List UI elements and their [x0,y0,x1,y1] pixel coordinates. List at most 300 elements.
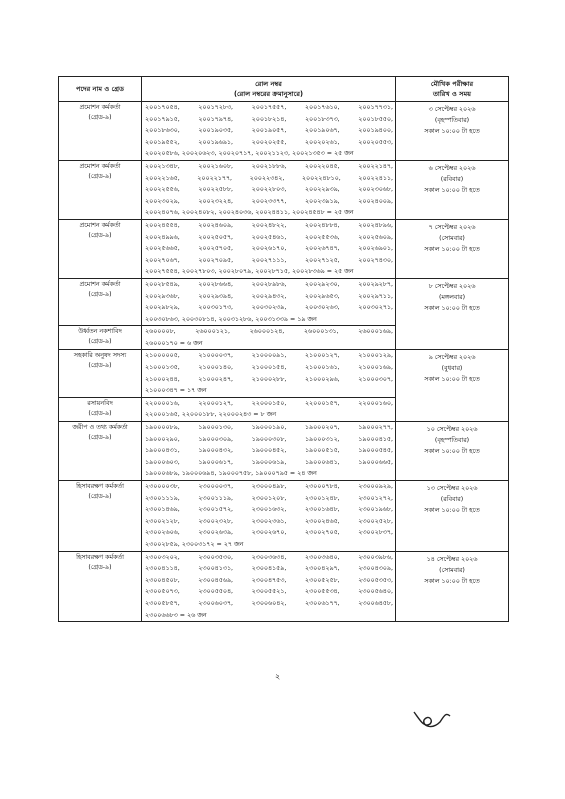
roll-line [145,161,393,173]
roll-number: ২৬০০০১৬৯, [358,328,393,336]
post-name: জরীপ ও তথ্য কর্মকর্তা [72,424,128,432]
roll-number: ২৩০০০০৩৭, [198,483,234,490]
table-row [59,350,509,397]
roll-cell [142,551,396,622]
exam-day: (সোমবার) [439,234,465,242]
exam-date: ৭ সেপ্টেম্বর ২০২৬ [428,223,476,231]
roll-number: ২০০২৪৮২২, [251,221,287,229]
roll-number: ২০০২২১৭৭, [197,174,233,182]
roll-number: ১৯০০০৬১৭, [198,458,234,466]
roll-number: ২০০১৭০৫৪, [145,104,180,111]
roll-number: ২৩০০৪১১৪, [145,565,180,573]
roll-line [145,279,393,291]
roll-number: ২০০২২১৬৫, [145,174,180,182]
roll-number: ২৩০০৬১৭৭, [304,599,340,607]
roll-number: ২০০২৬৯০১, [358,245,393,253]
roll-number: ১৯০০০৪৩২, [198,447,234,455]
roll-cell [142,481,396,552]
roll-number: ২০০২৭১১১, [251,256,287,264]
roll-number: ২০০১৯৫৫২, [145,138,180,146]
schedule-cell [396,551,509,622]
roll-line [145,422,393,434]
roll-number: ২১০০০৩০৭, [358,375,393,383]
roll-number: ২০০২২৮০৩, [251,186,287,194]
schedule-cell [396,160,509,219]
post-name: রসায়নবিদ [87,399,113,407]
roll-number: ২২০০০১৫৭, [304,399,340,407]
roll-number: ২৩০০৫৫০৪, [198,588,234,596]
roll-number: ২০০২২১৪৭, [358,162,393,170]
post-grade: (গ্রেড-৯) [88,434,112,442]
roll-number: ২৩০০১৬৪৮, [304,506,340,514]
roll-number: ২০০২৪৮৮৪, [304,221,340,229]
roll-number: ২০০২৭৪৩০, [358,256,393,264]
roll-number: ২০০২০৫৫৩, [358,138,393,146]
roll-line [145,125,393,137]
exam-day: (বৃহস্পতিবার) [434,437,470,445]
exam-date: ১৩ সেপ্টেম্বর ২০২৬ [426,485,478,492]
roll-number: ২৩০০৫০৭৩, [145,588,180,596]
roll-number: ২০০২৪৮৯৬, [358,221,393,229]
roll-number: ১৯০০০৩১২, [304,435,340,443]
roll-number: ২০০২৩৯১৯, [304,197,340,205]
exam-day: (রবিবার) [440,496,464,503]
roll-total-line: ২১০০০৩৪৭ = ১৭ জন [145,387,207,395]
post-cell [59,326,142,350]
roll-line [145,196,393,208]
roll-number: ২০০২৪০০৯, [358,197,393,205]
table-row [59,278,509,325]
roll-number: ২০০২৬৭৪৭, [304,245,340,253]
post-cell [59,160,142,219]
roll-line [145,243,393,255]
roll-number: ২৩০০১২৪৮, [304,494,340,502]
roll-number: ২০০২২৫৮৮, [198,186,234,194]
roll-cell [142,350,396,397]
roll-number: ২২০০০১৬০, [358,399,393,407]
roll-number: ১৯০০০৩০৮, [251,435,287,443]
roll-number: ২০০২১৬০৮, [198,162,234,170]
roll-number: ২৩০০৫৫২১, [251,588,287,596]
roll-number: ২১০০০১৩৫, [145,364,180,372]
signature-mark [410,706,456,734]
roll-number: ২০০১৭৯৭৪, [198,115,234,123]
roll-number: ২৩০০৫৫৩৪, [304,588,340,596]
roll-number: ২৩০০৩৬৪০, [304,553,340,561]
roll-total-line: ২০০২০৫৮৬, ২০০২০৬২৩, ২০০২০৭১৭, ২০০২১১২৩, ২০০২১৩৫৩ = ২৫ জন [145,150,354,158]
roll-number: ২০০১৮৩৭৩, [304,115,340,123]
roll-number: ২৩০০৫৬৪০, [358,588,393,596]
roll-line [145,504,393,516]
roll-number: ২০০২২০৪৫, [304,162,340,170]
roll-number: ২১০০০২৪৭, [198,375,234,383]
roll-line [145,374,393,386]
post-grade: (গ্রেড-৯) [88,409,112,417]
roll-number: ২০০১৮৫৫০, [358,115,393,123]
roll-number: ২০০১৮৬৩০, [145,127,180,135]
post-cell [59,350,142,397]
post-cell [59,278,142,325]
roll-number: ২০০৩০২৬৩, [304,304,340,312]
roll-number: ১৯০০০৪৩১, [145,447,180,455]
roll-total-line: ২২০০০১৬৫, ২২০০০১৮৮, ২২০০০২৪৩ = ৮ জন [145,411,276,419]
roll-number: ২০০২৯২৮৭, [358,280,393,288]
roll-number: ২৩০০২১২৮, [145,517,180,525]
roll-number: ২৩০০০৪৯৮, [251,483,287,490]
roll-number: ২০০২৯৪৩২, [251,292,287,300]
roll-number: ২০০২৭০৯৫, [198,256,234,264]
exam-time: সকাল ১০:০০ টা হতে [424,304,480,312]
roll-line [145,326,393,338]
roll-number: ২৩০০৩৫৩০, [198,553,234,561]
roll-number: ১৯০০০৪৫২, [251,447,287,455]
roll-line [145,445,393,457]
roll-number: ১৯০০০৬৬৫, [358,458,393,466]
roll-line [145,220,393,232]
roll-number: ২২০০০০১৬, [145,399,180,407]
roll-number: ২০০২৭০৬৭, [145,256,180,264]
roll-line [145,493,393,505]
roll-number: ১৯০০০২৭৭, [358,424,393,432]
roll-number: ২৬০০০১৩১, [303,328,339,336]
post-grade: (গ্রেড-৯) [88,231,112,239]
roll-number: ২০০২১৮৮৬, [251,162,287,170]
roll-number: ২০০২৩০৬৮, [358,186,393,194]
roll-line [145,434,393,446]
roll-number: ২৩০০১১১৯, [198,494,234,502]
roll-number: ১৯০০০৫৪৫, [358,447,393,455]
roll-number: ২০০৩০২৩৯, [251,304,287,312]
exam-time: সকাল ১০:০০ টা হতে [424,245,480,253]
roll-number: ২১০০০২৯৬, [304,375,340,383]
table-row [59,551,509,622]
roll-total-line: ২৬০০০১৭০ = ৬ জন [145,339,203,347]
roll-number: ২৩০০২৭০৫, [304,529,340,537]
roll-number: ২৩০০৩৯৮৬, [358,553,393,561]
roll-number: ১৯০০০২০৭, [304,424,340,432]
roll-number: ২০০২০২৫৫, [251,138,287,146]
roll-number: ১৯০০০১৯০, [251,424,287,432]
post-grade: (গ্রেড-৯) [88,563,112,571]
roll-number: ২০০২৭১২৫, [304,256,340,264]
post-grade: (গ্রেড-৯) [88,493,112,500]
roll-cell [142,278,396,325]
roll-number: ২৩০০৩২০২, [145,553,180,561]
roll-number: ২৩০০৫৩৫৩, [358,576,393,584]
exam-date: ৩ সেপ্টেম্বর ২০২৬ [428,106,476,113]
exam-date: ৯ সেপ্টেম্বর ২০২৬ [428,354,476,362]
roll-line [145,232,393,244]
roll-number: ২০০২৮৯৮৬, [251,280,287,288]
exam-time: সকাল ১০:০০ টা হতে [424,186,480,194]
post-name: হিসাবরক্ষণ কর্মকর্তা [76,553,124,561]
roll-number: ২৩০০১৫৭২, [198,506,234,514]
page-number: ২ [275,672,281,681]
schedule-cell [396,219,509,278]
roll-number: ২১০০০০৯১, [251,352,287,360]
roll-number: ২৬০০০১২১, [195,328,230,336]
roll-number: ২৩০০১২৭২, [358,494,393,502]
roll-number: ২০০২৯৬৫৩, [304,292,340,300]
roll-number: ২৩০০৪৭৫৩, [251,576,287,584]
roll-number: ২০০২২৪৮১০, [301,174,341,182]
post-grade: (গ্রেড-৯) [88,114,112,121]
post-name: সহকারি অনুষদ সদস্য [73,352,127,360]
roll-number: ২০০২৯৩৯৪, [198,292,234,300]
post-name: হিসাবরক্ষণ কর্মকর্তা [76,483,124,490]
roll-number: ২০০২৯৮২৯, [145,304,180,312]
roll-number: ২২০০০১২৭, [198,399,234,407]
post-cell [59,102,142,161]
roll-number: ২০০২২৪১১, [358,174,393,182]
roll-number: ২৩০০৬০৪২, [251,599,287,607]
roll-number: ২০০২৬১৭০, [251,245,287,253]
roll-number: ২৩০০১৯৬৮, [358,506,393,514]
roll-number: ২০০২৮৬৬৪, [198,280,234,288]
roll-line [145,552,393,564]
roll-cell [142,422,396,481]
table-header-row [59,77,509,102]
roll-line [145,114,393,126]
roll-number: ২১০০০১৫৪, [251,364,287,372]
exam-time: সকাল ১০:০০ টা হতে [424,128,480,135]
roll-line [145,291,393,303]
post-cell [59,481,142,552]
roll-total-line: ২০০৩০৮৬৩, ২০০৩০৮১৪, ২০০৩১২৮৬, ২০০৩১৩৩৯ = ১৯ জন [145,315,317,323]
post-name: প্রমোশন কর্মকর্তা [79,104,121,111]
roll-number: ২০০১৯৪০০, [358,127,393,135]
roll-number: ২০০২৫৬৬৫, [145,245,180,253]
roll-number: ২০০১৮২১৪, [251,115,287,123]
roll-line [145,598,393,610]
post-grade: (গ্রেড-৯) [88,362,112,370]
roll-number: ২০০২৫০৫৭, [198,233,234,241]
roll-number: ২৩০০২৬৩৯, [198,529,234,537]
roll-number: ১৯০০০৩০৯, [198,435,234,443]
roll-number: ২০০১৯৬৯১, [198,138,234,146]
roll-number: ২৩০০৪১৫৯, [251,565,287,573]
roll-number: ২০০২৪৫৫৪, [145,221,180,229]
post-cell [59,422,142,481]
roll-number: ২৩০০৩৬৩৪, [251,553,287,561]
roll-number: ২৩০০০৭৮৪, [304,483,340,490]
exam-time: সকাল ১০:০০ টা হতে [424,376,480,384]
roll-number: ২১০০০১২৯, [358,352,393,360]
roll-number: ২৩০০২৫২৮, [358,517,393,525]
roll-number: ২৩০০৪২৯৭, [304,565,340,573]
roll-number: ২১০০০১২৭, [304,352,340,360]
roll-number: ২১০০০০০৫, [145,352,180,360]
roll-line [145,137,393,149]
roll-number: ২৩০০১৬৩২, [251,506,287,514]
roll-number: ২১০০০২৪৪, [145,375,180,383]
roll-number: ২১০০০১৬১, [304,364,340,372]
roll-number: ২০০১৭৫৫৭, [251,104,287,111]
roll-line [145,563,393,575]
roll-number: ২৩০০২৪৬৫, [304,517,340,525]
roll-number: ২০০১৭৬১০, [304,104,340,111]
roll-line [145,586,393,598]
roll-number: ১৯০০০৬৪১, [304,458,340,466]
exam-time: সকাল ১০:০০ টা হতে [424,507,480,514]
roll-cell [142,326,396,350]
exam-time: সকাল ১০:০০ টা হতে [424,577,480,585]
roll-number: ২৩০০২৮৩৭, [358,529,393,537]
header-post: পদের নাম ও গ্রেড [59,77,142,102]
post-name: উর্ধ্বতন নকশাবিদ [78,328,122,336]
roll-number: ২০০২৩০২৯, [145,197,180,205]
roll-number: ১৯০০০৪১৫, [358,435,393,443]
schedule-cell [396,102,509,161]
post-grade: (গ্রেড-৯) [88,290,112,298]
roll-number: ১৯০০০২৯০, [145,435,180,443]
roll-number: ২০০২৮৫৪৯, [145,280,180,288]
exam-day: (বৃহস্পতিবার) [434,117,470,124]
exam-day: (সোমবার) [439,566,465,574]
roll-total-line: ২০০২৪০৭৬, ২০০২৪০৮২, ২০০২৪০৩৬, ২০০২৪৪১১, ২০০২৪৫৪৮ = ২৫ জন [145,209,354,217]
roll-number: ২০০২২৯৩৯, [304,186,340,194]
roll-number: ২৩০০৪৩০৯, [358,565,393,573]
roll-number: ২০০১৯০৫৭, [251,127,287,135]
roll-number: ২০০২৪৯৯৬, [145,233,180,241]
table-row [59,160,509,219]
exam-day: (বুধবার) [441,365,463,373]
roll-number: ২৩০০১৪৬৯, [145,506,180,514]
roll-line [145,398,393,410]
post-grade: (গ্রেড-৯) [88,338,112,346]
roll-cell [142,219,396,278]
roll-cell [142,102,396,161]
roll-number: ২৩০০২৩৬১, [251,517,287,525]
schedule-cell [396,481,509,552]
table-row [59,219,509,278]
roll-number: ২০০২৩২২৪, [198,197,234,205]
roll-number: ২০০২৯৩৬৮, [145,292,180,300]
roll-number: ১৯০০০৬১৯, [251,458,287,466]
roll-number: ২৬০০০১২৪, [249,328,285,336]
roll-number: ২৩০০৬০৩৭, [198,599,234,607]
exam-date: ১৪ সেপ্টেম্বর ২০২৬ [426,555,478,563]
roll-number: ২০০১৭৭৩১, [358,104,393,111]
roll-number: ১৯০০০৬০৩, [145,458,180,466]
roll-number: ২৩০০৪১৩১, [198,565,234,573]
roll-number: ২০০২৯২৩০, [304,280,340,288]
roll-line [145,457,393,469]
roll-number: ২০০২৫৭০৫, [198,245,234,253]
roll-line [145,255,393,267]
roll-line [145,527,393,539]
roll-number: ২০০৩০২৭১, [358,304,393,312]
roll-line [145,516,393,528]
header-roll: রোল নম্বর (রোল নম্বরের ক্রমানুসারে) [142,77,396,102]
roll-line [145,173,393,185]
roll-number: ২০০২৫৫৩৬, [304,233,340,241]
roll-number: ২৩০০০০৩৮, [145,483,180,490]
roll-number: ২৩০০৪৫০৮, [145,576,180,584]
roll-number: ২৩০০৬৪৫৮, [358,599,393,607]
schedule-cell [396,278,509,350]
roll-number: ২৩০০২৬৭০, [251,529,287,537]
roll-number: ২০০২৩৩৭৭, [251,197,287,205]
post-cell [59,551,142,622]
roll-number: ২৩০০১২০৮, [251,494,287,502]
exam-date: ১০ সেপ্টেম্বর ২০২৬ [426,426,478,434]
post-cell [59,397,142,421]
roll-cell [142,397,396,421]
roll-number: ২৩০০৫৮৫৭, [145,599,180,607]
exam-date: ৬ সেপ্টেম্বর ২০২৬ [428,164,476,172]
roll-number: ১৯০০০৫১৫, [304,447,340,455]
roll-number: ২৩০০০৯২৯, [358,483,393,490]
roll-line [145,350,393,362]
roll-number: ২১০০০১৪০, [198,364,234,372]
roll-line [145,575,393,587]
roll-number: ২০০১৯০৬৭, [304,127,340,135]
roll-number: ২০০২৯৭১১, [358,292,393,300]
roll-line [145,184,393,196]
roll-number: ১৯০০০০৮৯, [145,424,180,432]
roll-number: ২০০২১৩৪৮, [145,162,180,170]
roll-number: ২০০২৫৬০৯, [358,233,393,241]
exam-day: (রবিবার) [440,175,464,183]
exam-time: সকাল ১০:০০ টা হতে [424,448,480,456]
roll-line [145,302,393,314]
roll-number: ২০০৩০১৭৩, [198,304,234,312]
table-row [59,102,509,161]
exam-day: (মঙ্গলবার) [438,293,466,301]
roll-number: ২০০১৯০৩৫, [198,127,234,135]
roll-number: ২২০০০১৫০, [251,399,287,407]
header-exam: মৌখিক পরীক্ষার তারিখ ও সময় [396,77,509,102]
table-row [59,481,509,552]
table-row [59,422,509,481]
exam-date: ৮ সেপ্টেম্বর ২০২৬ [428,282,476,290]
roll-number: ২০০২২৩৪২, [249,174,285,182]
post-name: প্রমোশন কর্মকর্তা [79,280,121,288]
roll-number: ২১০০০০৩৭, [198,352,234,360]
schedule-table [58,76,509,622]
roll-line [145,481,393,493]
roll-total-line: ২৩০০২৮৫৯, ২৩০০৩১৭২ = ২৭ জন [145,540,244,548]
roll-number: ২০০১৭২৮৩, [198,104,234,111]
roll-number: ২৩০০২৬০৬, [145,529,180,537]
roll-number: ২০০২৫৪৬১, [251,233,287,241]
roll-number: ২১০০০২৮৮, [251,375,287,383]
roll-number: ২০০২২৫৫৬, [145,186,180,194]
roll-number: ২০০১৭৯১৫, [145,115,180,123]
roll-number: ২৩০০২৩২৮, [198,517,234,525]
roll-number: ২৩০০৪৫৬৯, [198,576,234,584]
roll-number: ২১০০০১৬৯, [358,364,393,372]
post-cell [59,219,142,278]
roll-number: ২৬০০০০৮, [145,328,176,336]
roll-line [145,362,393,374]
roll-total-line: ২৩০০৬৬৮৩ = ২৬ জন [145,611,207,619]
post-name: প্রমোশন কর্মকর্তা [79,162,121,170]
roll-number: ২০০২৪৬০৯, [198,221,234,229]
roll-total-line: ১৯০০০৬৮৯, ১৯০০০৬৯৪, ১৯০০০৭৫৮, ১৯০০০৭৯৫ = ২৪ জন [145,470,317,478]
schedule-cell [396,422,509,481]
roll-number: ২০০২০২৬১, [304,138,340,146]
roll-line [145,102,393,114]
roll-cell [142,160,396,219]
roll-number: ২৩০০৫২৫৮, [304,576,340,584]
post-name: প্রমোশন কর্মকর্তা [79,221,121,229]
roll-number: ২৩০০১১১৯, [145,494,180,502]
schedule-cell [396,350,509,422]
roll-number: ১৯০০০১৩০, [198,424,234,432]
roll-total-line: ২০০২৭৫৫৪, ২০০২৭৮০৩, ২০০২৮০৭৯, ২০০২৮৭১৫, ২০০২৮৩৬৯ = ২৫ জন [145,268,354,276]
